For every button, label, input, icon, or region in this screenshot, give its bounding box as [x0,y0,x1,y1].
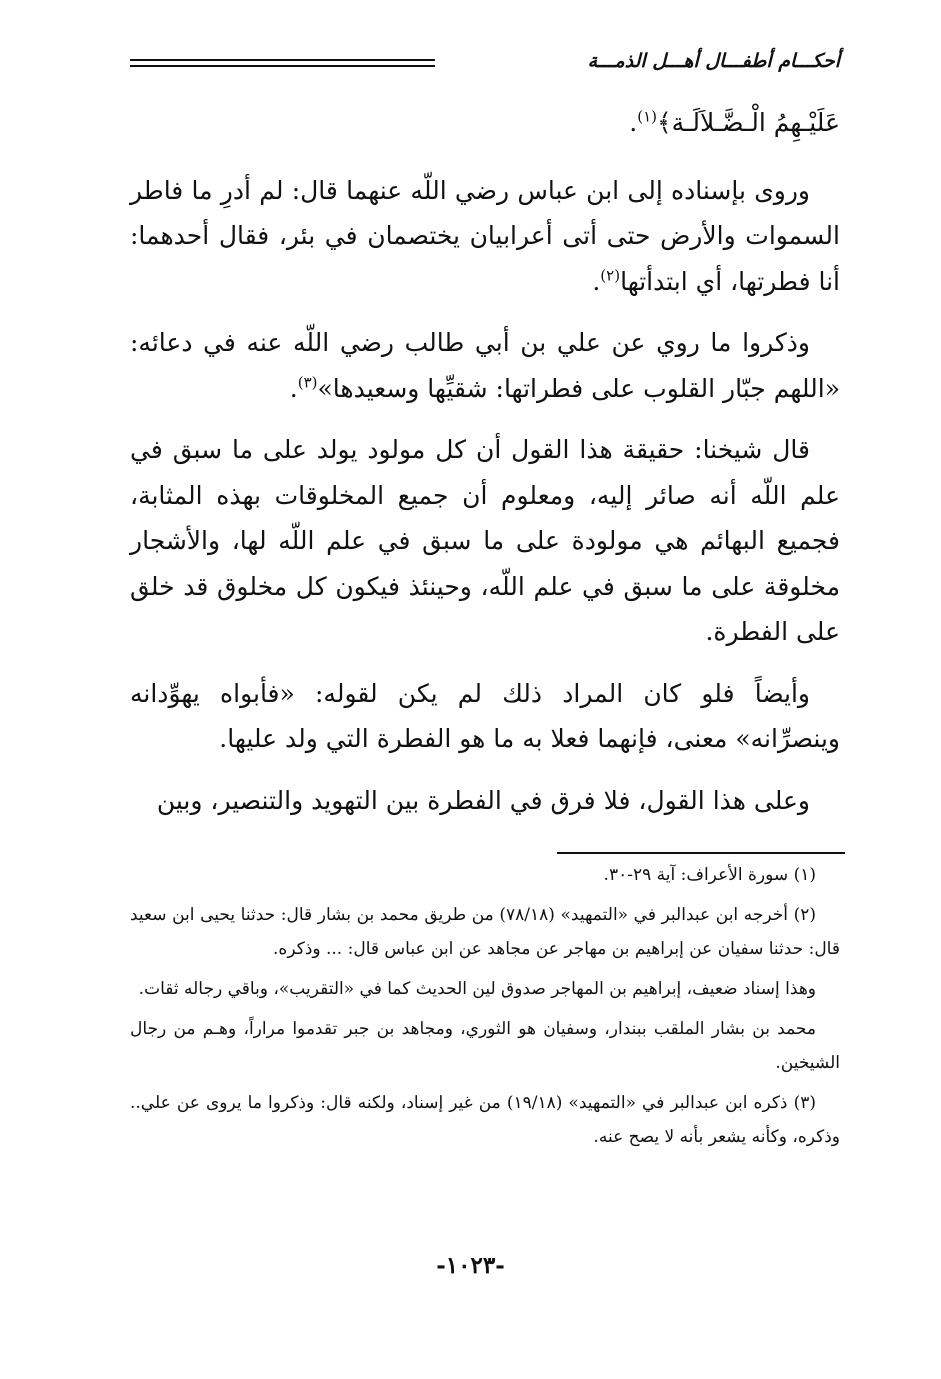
paragraph-text: وعلى هذا القول، فلا فرق في الفطرة بين التهويد والتنصير، وبين [156,785,810,815]
page-number: -١٠٢٣- [436,1252,505,1279]
paragraph [130,427,840,655]
footnote-separator [557,852,845,854]
paragraph [130,778,840,824]
footnote: (١) سورة الأعراف: آية ٢٩-٣٠. [603,865,816,885]
footnote-continuation: محمد بن بشار الملقب ببندار، وسفيان هو الثوري، ومجاهد بن جبر تقدموا مراراً، وهـم من رجال الشيخين. [130,1019,840,1073]
paragraph-text: وروى بإسناده إلى ابن عباس رضي اللّه عنهما قال: لم أدرِ ما فاطر السموات والأرض حتى أتى أعرابيان يختصمان في بئر، فقال أحدهما: أنا فطرتها، أي ابتدأتها [130,175,840,296]
footnote-ref: (٢) [600,266,621,285]
book-title: أحكـــام أطفـــال أهـــل الذمـــة [587,50,840,72]
paragraph [130,168,840,305]
footnotes [130,858,840,1160]
footnote: (٢) أخرجه ابن عبدالبر في «التمهيد» (٧٨/١٨) من طريق محمد بن بشار قال: حدثنا يحيى ابن سعيد قال: حدثنا سفيان عن إبراهيم بن مهاجر عن مجاهد عن ابن عباس قال: ... وذكره. [130,905,840,959]
paragraph [130,320,840,411]
header-rule-top [130,59,435,61]
main-text [130,100,840,839]
footnote-ref: (١) [637,107,658,126]
paragraph-tail: . [592,266,601,296]
verse-text: عَلَيْـهِمُ الْـضَّـلاَلَـة﴾ [657,108,840,137]
footnote-continuation: وهذا إسناد ضعيف، إبراهيم بن المهاجر صدوق لين الحديث كما في «التقريب»، وباقي رجاله ثقات. [138,979,816,999]
paragraph [130,671,840,762]
footnote-ref: (٣) [297,373,318,392]
verse-ending: عَلَيْـهِمُ الْـضَّـلاَلَـة﴾$^{(١)}$. [629,107,840,137]
header-rule-bottom [130,65,435,67]
paragraph-text: وذكروا ما روي عن علي بن أبي طالب رضي اللّه عنه في دعائه: «اللهم جبّار القلوب على فطراتها: شقيِّها وسعيدها» [130,328,840,403]
paragraph-text: وأيضاً فلو كان المراد ذلك لم يكن لقوله: «فأبواه يهوِّدانه وينصرِّانه» معنى، فإنهما فعلا به ما هو الفطرة التي ولد عليها. [130,678,840,753]
paragraph-tail: . [289,373,298,403]
footnote: (٣) ذكره ابن عبدالبر في «التمهيد» (١٩/١٨) من غير إسناد، ولكنه قال: وذكروا ما يروى عن علي.. وذكره، وكأنه يشعر بأنه لا يصح عنه. [130,1093,840,1147]
running-header [130,50,840,80]
paragraph-text: قال شيخنا: حقيقة هذا القول أن كل مولود يولد على ما سبق في علم اللّه أنه صائر إليه، ومعلوم أن جميع المخلوقات بهذه المثابة، فجميع البهائم هي مولودة على ما سبق في علم اللّه لها، والأشجار مخلوقة على ما سبق في علم اللّه، وحينئذ فيكون كل مخلوق قد خلق على الفطرة. [130,435,840,646]
